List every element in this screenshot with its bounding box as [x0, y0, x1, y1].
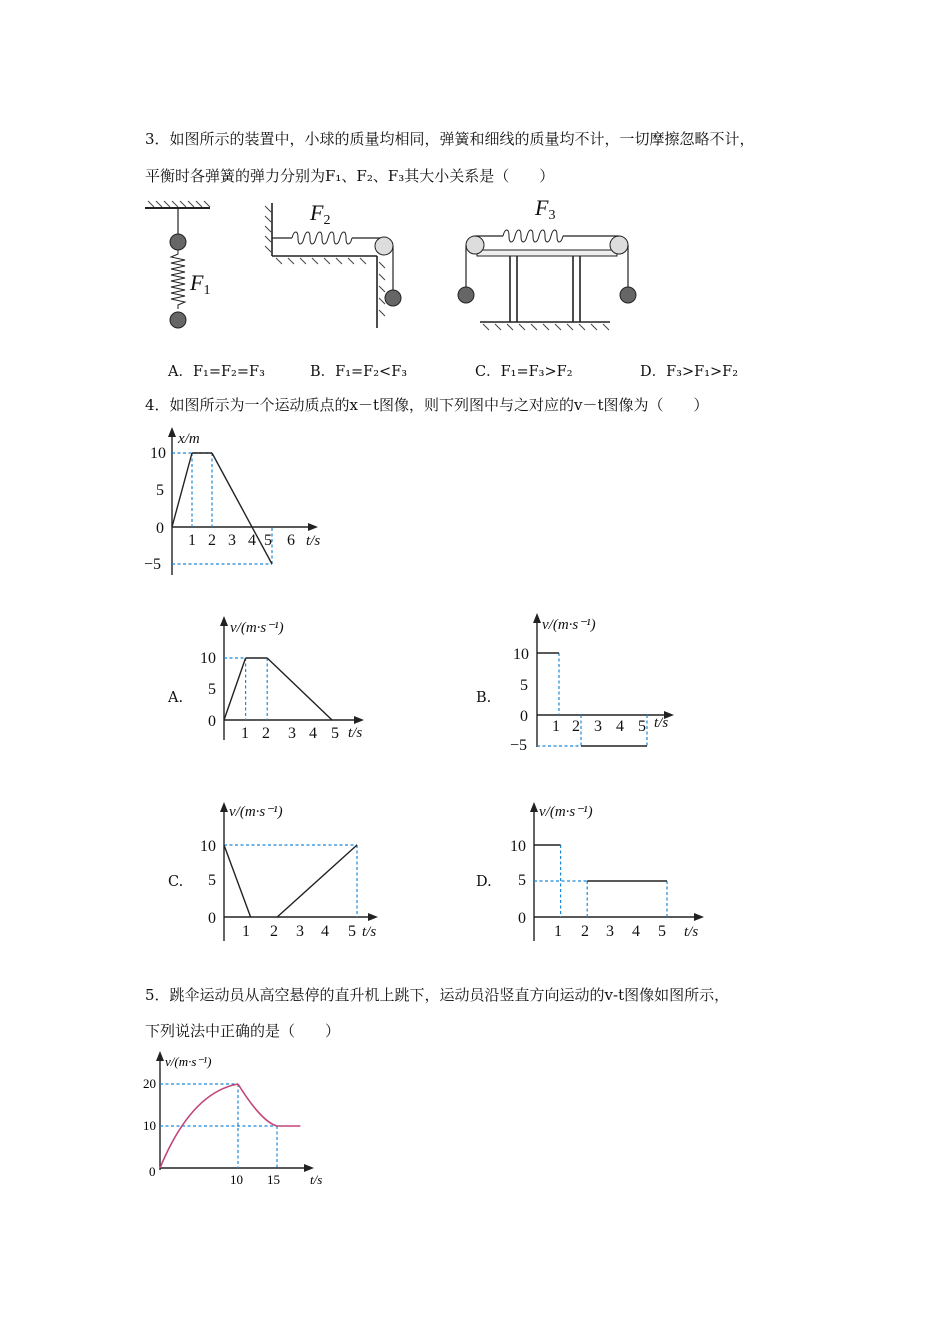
vd-xtick: 2 [581, 923, 589, 940]
velocity-curve [238, 1084, 300, 1126]
xt-xtick: 1 [188, 532, 196, 549]
q4-xt-graph [140, 425, 340, 585]
vd-ytick: 0 [518, 910, 526, 927]
vc-xtick: 3 [296, 923, 304, 940]
xt-ytick: 0 [156, 520, 164, 537]
q5-xtick: 10 [230, 1172, 243, 1187]
xt-xtick: 2 [208, 532, 216, 549]
xt-ytick: 5 [156, 482, 164, 499]
xt-xlabel: t/s [306, 533, 321, 549]
q3-stem-line1: 3．如图所示的装置中，小球的质量均相同，弹簧和细线的质量均不计，一切摩擦忽略不计， [145, 130, 755, 148]
vc-xlabel: t/s [362, 924, 377, 940]
pulley-icon [466, 236, 484, 254]
vb-xtick: 4 [616, 718, 624, 735]
data-segment [224, 845, 251, 917]
q3-figure-2 [262, 198, 412, 333]
xt-ylabel: x/m [178, 431, 200, 447]
xt-ytick: 10 [150, 445, 166, 462]
va-xtick: 5 [331, 725, 339, 742]
ball-icon [620, 287, 636, 303]
vb-xlabel: t/s [654, 715, 669, 731]
q5-vt-graph [140, 1050, 340, 1195]
q4-option-a-graph[interactable] [200, 610, 370, 750]
q5-ylabel: v/(m·s⁻¹) [165, 1054, 212, 1069]
vc-ytick: 0 [208, 910, 216, 927]
q5-stem-line1: 5．跳伞运动员从高空悬停的直升机上跳下，运动员沿竖直方向运动的v-t图像如图所示， [145, 986, 730, 1004]
vc-xtick: 5 [348, 923, 356, 940]
q5-xlabel: t/s [310, 1172, 323, 1187]
vc-xtick: 4 [321, 923, 329, 940]
q3-figure-1 [140, 198, 220, 338]
xt-xtick: 4 [248, 532, 256, 549]
plot-d [534, 845, 667, 917]
va-ytick: 10 [200, 650, 216, 667]
q5-ytick: 0 [149, 1164, 156, 1179]
vb-ytick: 0 [520, 708, 528, 725]
vd-xlabel: t/s [684, 924, 699, 940]
plot-parachute [160, 1084, 300, 1168]
va-xtick: 4 [309, 725, 317, 742]
q4-option-d-graph[interactable] [508, 796, 708, 946]
pulley-icon [375, 237, 393, 255]
va-ylabel: v/(m·s⁻¹) [230, 620, 284, 636]
vd-xtick: 1 [554, 923, 562, 940]
va-ytick: 0 [208, 713, 216, 730]
vb-xtick: 2 [572, 718, 580, 735]
data-segment [277, 845, 357, 917]
data-segment [172, 453, 192, 527]
xt-xtick: 6 [287, 532, 295, 549]
vd-ytick: 5 [518, 872, 526, 889]
q3-option-b[interactable]: B．F₁=F₂<F₃ [310, 364, 408, 380]
q4-option-b-graph[interactable] [510, 607, 690, 752]
va-xtick: 2 [262, 725, 270, 742]
va-xtick: 1 [241, 725, 249, 742]
vd-ylabel: v/(m·s⁻¹) [539, 804, 593, 820]
xt-plot [172, 453, 272, 564]
q3-figure-3 [455, 195, 655, 330]
pulley-icon [610, 236, 628, 254]
va-xtick: 3 [288, 725, 296, 742]
q4-option-c-letter[interactable]: C. [168, 874, 184, 890]
q4-option-b-letter[interactable]: B. [476, 690, 492, 706]
q4-stem: 4．如图所示为一个运动质点的x－t图像，则下列图中与之对应的v－t图像为（ ） [145, 396, 709, 414]
vb-xtick: 3 [594, 718, 602, 735]
q4-option-d-letter[interactable]: D. [476, 874, 492, 890]
q3-stem-line2: 平衡时各弹簧的弹力分别为F₁、F₂、F₃其大小关系是（ ） [145, 167, 555, 185]
vb-xtick: 1 [552, 718, 560, 735]
q3-option-c[interactable]: C．F₁=F₃>F₂ [475, 364, 573, 380]
q4-option-a-letter[interactable]: A. [168, 690, 184, 706]
label-F1: F1 [190, 270, 211, 298]
vb-ylabel: v/(m·s⁻¹) [542, 617, 596, 633]
vc-ytick: 5 [208, 872, 216, 889]
xt-ytick: −5 [144, 556, 162, 573]
q5-ytick: 20 [143, 1076, 156, 1091]
q5-stem-line2: 下列说法中正确的是（ ） [145, 1022, 341, 1040]
vc-xtick: 1 [242, 923, 250, 940]
ball-icon [170, 312, 186, 328]
plot-a [224, 658, 332, 720]
q5-xtick: 15 [267, 1172, 280, 1187]
q3-option-d[interactable]: D．F₃>F₁>F₂ [640, 364, 739, 380]
label-F2: F2 [310, 200, 331, 228]
vb-xtick: 5 [638, 718, 646, 735]
ball-icon [458, 287, 474, 303]
vc-xtick: 2 [270, 923, 278, 940]
ball-icon [385, 290, 401, 306]
label-F3: F3 [535, 195, 556, 223]
vb-ytick: −5 [510, 737, 528, 754]
vd-xtick: 3 [606, 923, 614, 940]
vc-ylabel: v/(m·s⁻¹) [229, 804, 283, 820]
vc-ytick: 10 [200, 838, 216, 855]
vd-xtick: 4 [632, 923, 640, 940]
va-ytick: 5 [208, 681, 216, 698]
q5-ytick: 10 [143, 1118, 156, 1133]
data-segment [224, 658, 246, 720]
data-segment [212, 453, 272, 564]
q3-option-a[interactable]: A．F₁=F₂=F₃ [168, 364, 265, 380]
vd-xtick: 5 [658, 923, 666, 940]
vb-ytick: 10 [513, 646, 529, 663]
plot-c [224, 845, 357, 917]
vd-ytick: 10 [510, 838, 526, 855]
va-xlabel: t/s [348, 725, 363, 741]
vb-ytick: 5 [520, 677, 528, 694]
data-segment [267, 658, 332, 720]
xt-xtick: 5 [264, 532, 272, 549]
ball-icon [170, 234, 186, 250]
xt-xtick: 3 [228, 532, 236, 549]
q4-option-c-graph[interactable] [198, 796, 388, 946]
